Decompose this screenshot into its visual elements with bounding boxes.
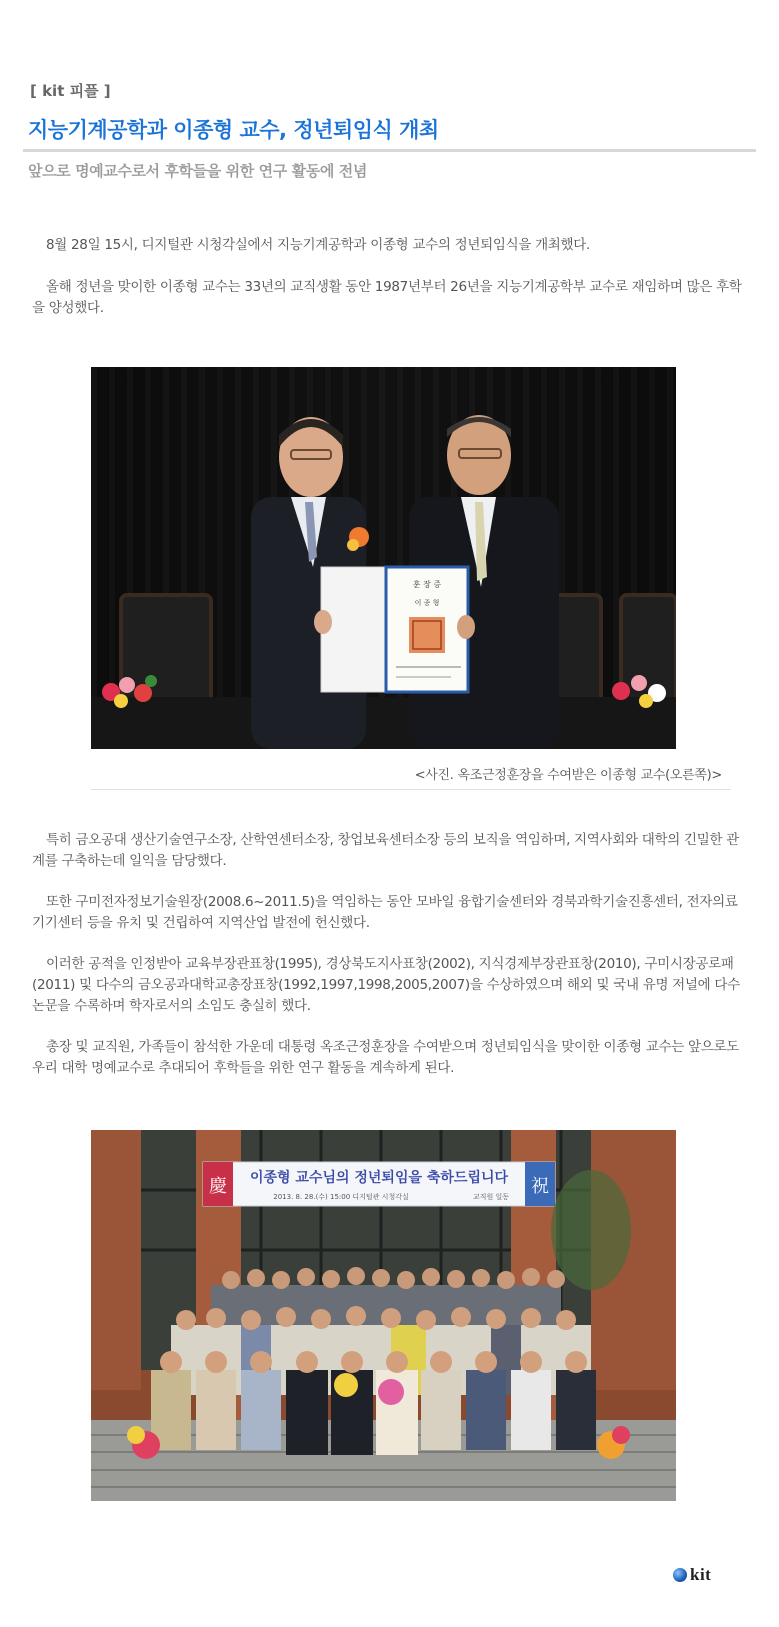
article-title: 지능기계공학과 이종형 교수, 정년퇴임식 개최 — [28, 118, 439, 142]
paragraph-1: 8월 28일 15시, 디지털관 시청각실에서 지능기계공학과 이종형 교수의 정년퇴임식을 개최했다. — [46, 237, 591, 253]
banner-char-left: 慶 — [209, 1176, 227, 1197]
caption-divider — [91, 789, 731, 790]
banner-char-right: 祝 — [531, 1176, 549, 1197]
group-photo — [91, 1130, 676, 1501]
award-photo — [91, 367, 676, 749]
paragraph-4: 또한 구미전자정보기술원장(2008.6~2011.5)을 역임하는 동안 모바일 융합기술센터와 경북과학기술진흥센터, 전자의료기기센터 등을 유치 및 건립하여 지역산업 발전에 헌신했다. — [32, 894, 738, 931]
certificate-name: 이 종 형 — [414, 599, 440, 607]
paragraph-2: 올해 정년을 맞이한 이종형 교수는 33년의 교직생활 동안 1987년부터 26년을 지능기계공학부 교수로 재임하며 많은 후학을 양성했다. — [32, 279, 742, 316]
banner-title: 이종형 교수님의 정년퇴임을 축하드립니다 — [249, 1170, 509, 1186]
article-subtitle: 앞으로 명예교수로서 후학들을 위한 연구 활동에 전념 — [28, 162, 367, 180]
banner-org: 교직원 일동 — [472, 1193, 510, 1201]
banner-subtitle: 2013. 8. 28.(수) 15:00 디지털관 시청각실 — [273, 1193, 409, 1201]
paragraph-5: 이러한 공적을 인정받아 교육부장관표창(1995), 경상북도지사표창(2002), 지식경제부장관표창(2010), 구미시장공로패(2011) 및 다수의 금오공과대학교총장표창(1992,1997,1998,2005,2007)을 수상하였으며 해외 및 국내 유명 저널에 다수 논문을 수록하며 학자로서의 소임도 충실히 했다. — [32, 956, 740, 1014]
logo-text: kit — [690, 1565, 712, 1584]
title-divider — [23, 149, 756, 152]
kit-logo — [673, 1565, 711, 1585]
paragraph-6: 총장 및 교직원, 가족들이 참석한 가운데 대통령 옥조근정훈장을 수여받으며 정년퇴임식을 맞이한 이종형 교수는 앞으로도 우리 대학 명예교수로 추대되어 후학들을 위한 연구 활동을 계속하게 된다. — [32, 1039, 739, 1076]
certificate-heading: 훈 장 증 — [412, 580, 442, 589]
photo-caption: <사진. 옥조근정훈장을 수여받은 이종형 교수(오른쪽)> — [414, 768, 722, 783]
category-label: [ kit 피플 ] — [30, 82, 111, 100]
globe-icon — [673, 1568, 687, 1582]
paragraph-3: 특히 금오공대 생산기술연구소장, 산학연센터소장, 창업보육센터소장 등의 보직을 역임하며, 지역사회와 대학의 긴밀한 관계를 구축하는데 일익을 담당했다. — [32, 832, 739, 869]
